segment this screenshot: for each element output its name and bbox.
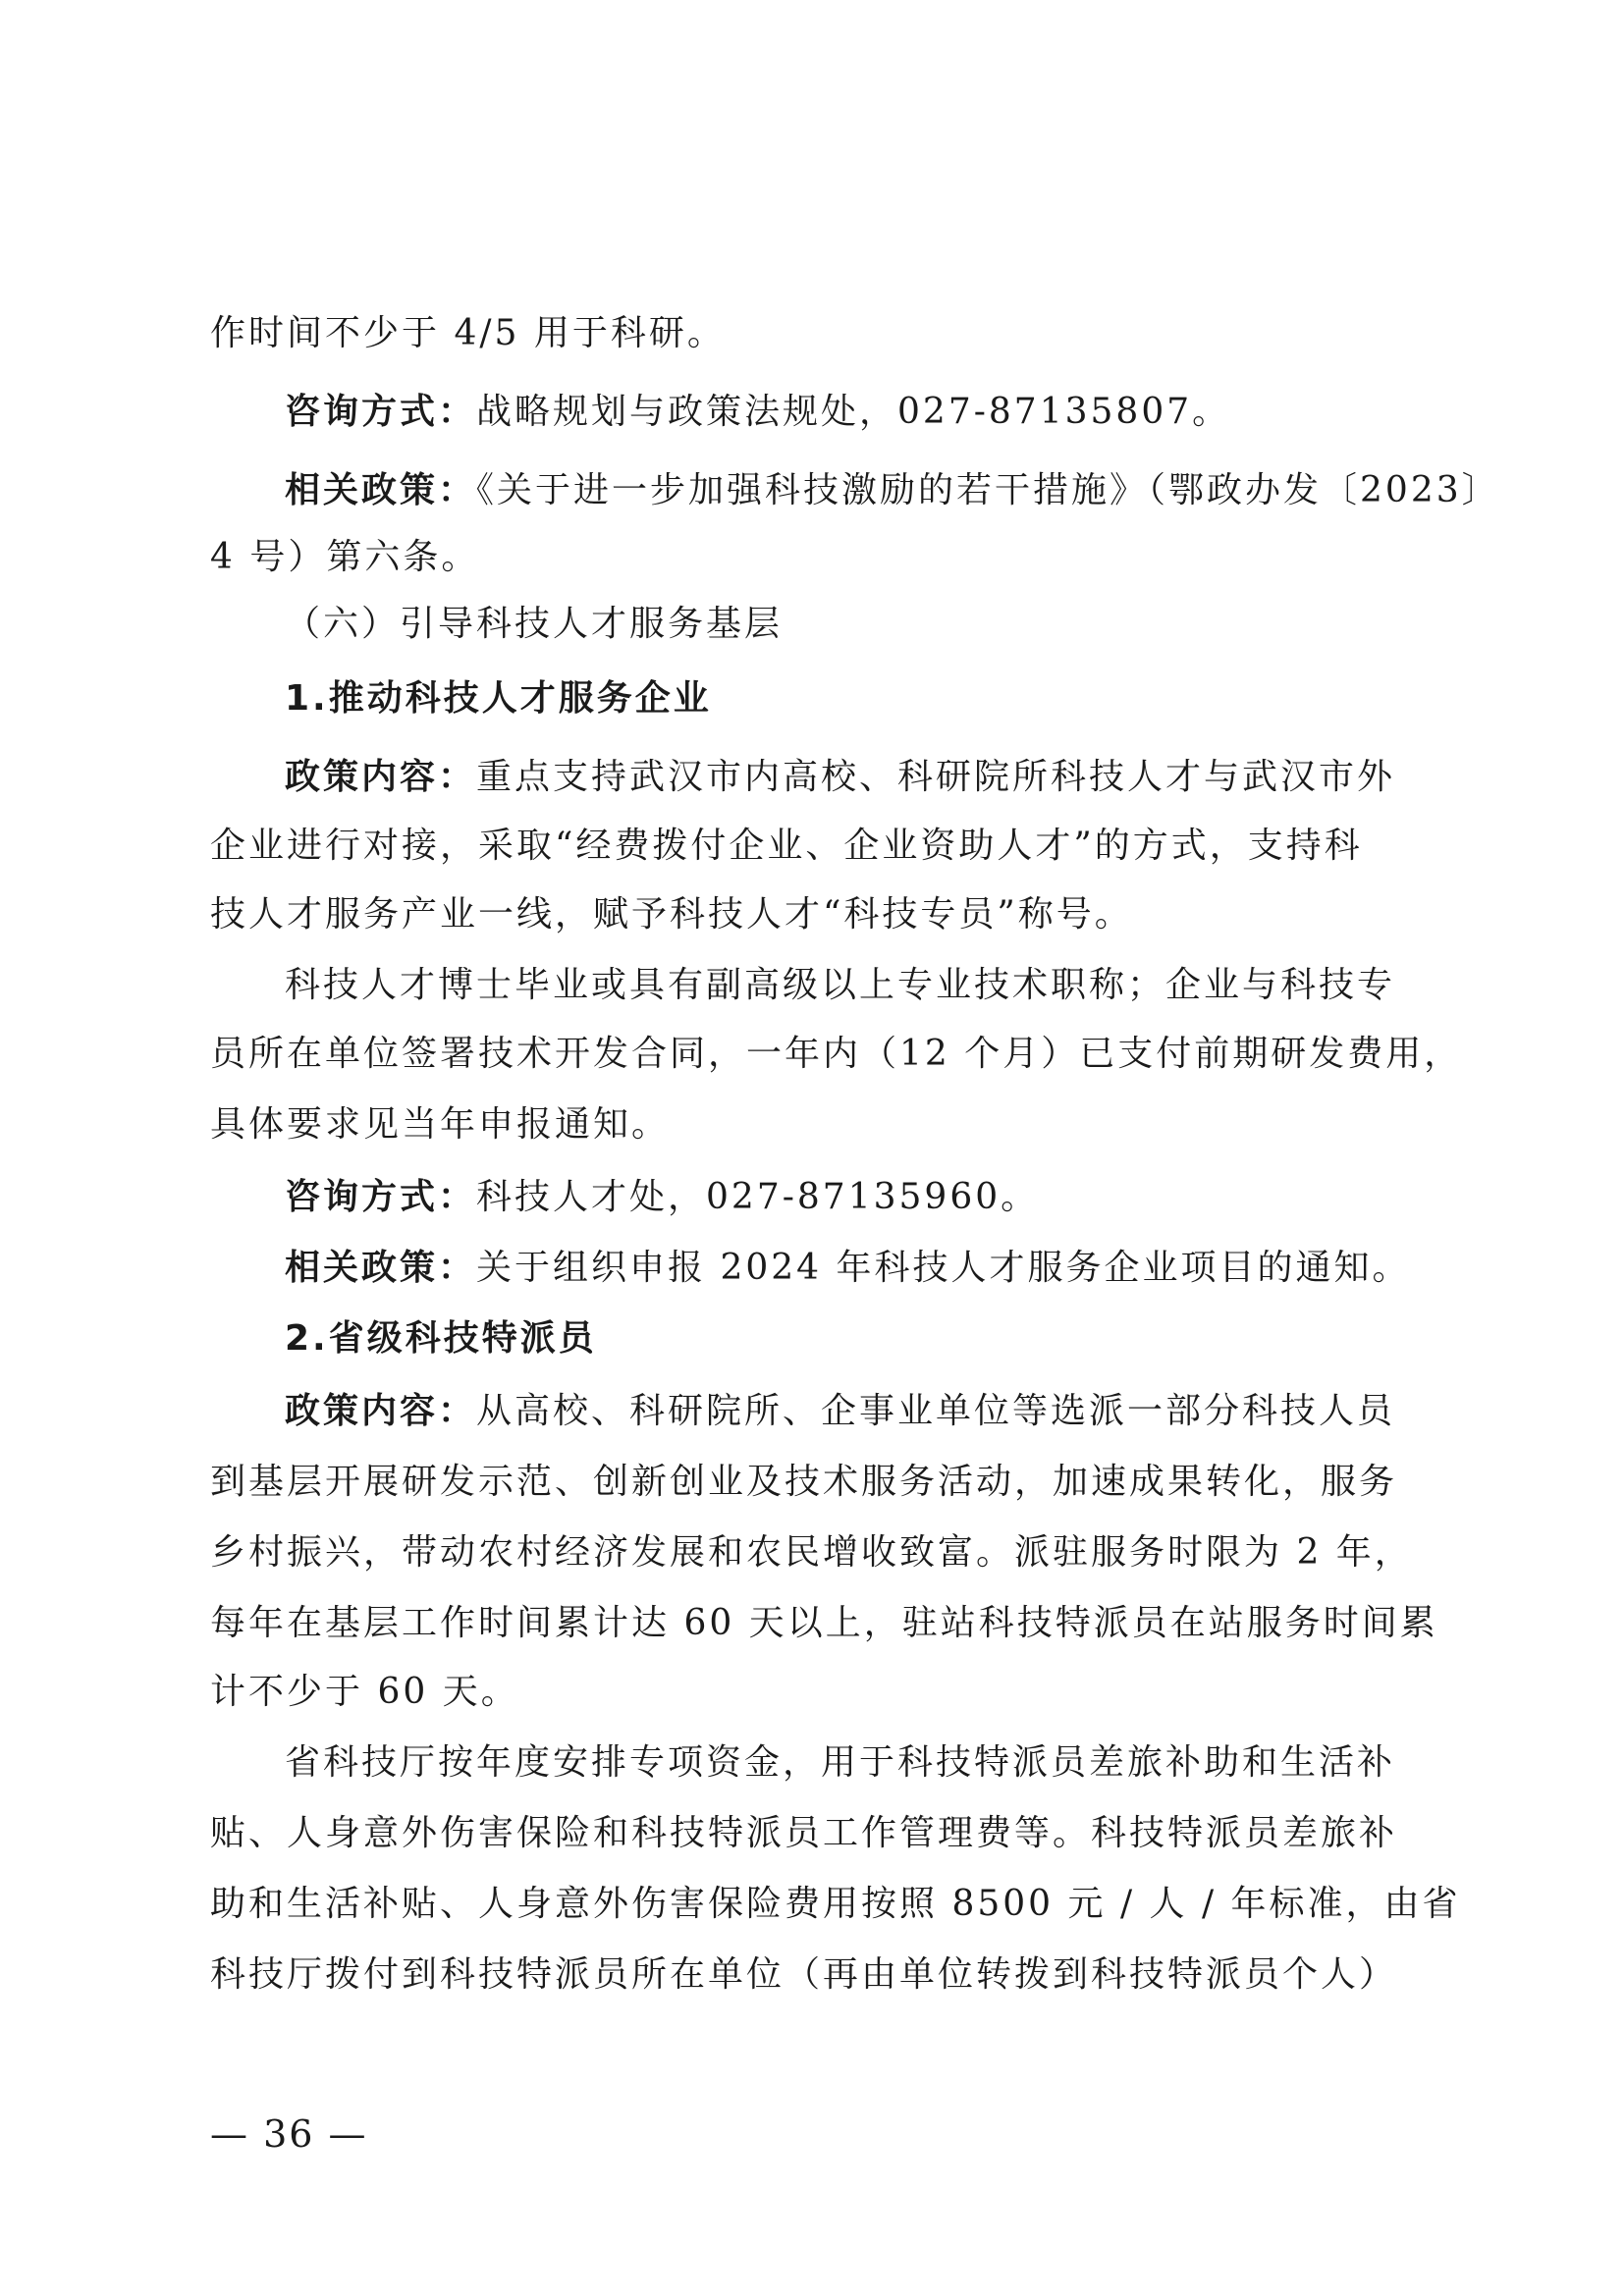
text-line: 每年在基层工作时间累计达 60 天以上，驻站科技特派员在站服务时间累 — [210, 1603, 1438, 1643]
text-line: 科技人才博士毕业或具有副高级以上专业技术职称；企业与科技专 — [285, 965, 1396, 1005]
subsection-heading: 1.推动科技人才服务企业 — [285, 678, 712, 719]
label: 咨询方式： — [285, 1177, 477, 1217]
consult-line: 咨询方式：战略规划与政策法规处，027-87135807。 — [285, 392, 1231, 432]
policy-line: 相关政策：《关于进一步加强科技激励的若干措施》（鄂政办发〔2023〕 — [285, 470, 1500, 510]
consult-line: 咨询方式：科技人才处，027-87135960。 — [285, 1177, 1040, 1217]
text-line: 到基层开展研发示范、创新创业及技术服务活动，加速成果转化，服务 — [210, 1462, 1398, 1502]
text-line: 技人才服务产业一线，赋予科技人才“科技专员”称号。 — [210, 894, 1133, 934]
text-line: 具体要求见当年申报通知。 — [210, 1104, 671, 1145]
label: 相关政策： — [285, 470, 477, 510]
text-line: 计不少于 60 天。 — [210, 1672, 519, 1712]
policy-line: 相关政策：关于组织申报 2024 年科技人才服务企业项目的通知。 — [285, 1248, 1411, 1288]
text-line: 4 号）第六条。 — [210, 537, 480, 577]
text-line: 科技厅拨付到科技特派员所在单位（再由单位转拨到科技特派员个人） — [210, 1954, 1398, 1995]
text-line: 乡村振兴，带动农村经济发展和农民增收致富。派驻服务时限为 2 年， — [210, 1532, 1413, 1573]
text-line: 省科技厅按年度安排专项资金，用于科技特派员差旅补助和生活补 — [285, 1742, 1396, 1783]
text-line: 企业进行对接，采取“经费拨付企业、企业资助人才”的方式，支持科 — [210, 826, 1363, 866]
label: 相关政策： — [285, 1248, 477, 1288]
label: 咨询方式： — [285, 392, 477, 432]
text-line: 作时间不少于 4/5 用于科研。 — [210, 313, 726, 353]
content-line: 政策内容：从高校、科研院所、企事业单位等选派一部分科技人员 — [285, 1391, 1396, 1431]
text-line: 员所在单位签署技术开发合同，一年内（12 个月）已支付前期研发费用， — [210, 1034, 1463, 1074]
text-line: 贴、人身意外伤害保险和科技特派员工作管理费等。科技特派员差旅补 — [210, 1813, 1398, 1853]
section-heading: （六）引导科技人才服务基层 — [285, 604, 784, 644]
label: 政策内容： — [285, 1391, 477, 1431]
content-line: 政策内容：重点支持武汉市内高校、科研院所科技人才与武汉市外 — [285, 757, 1396, 797]
text-line: 助和生活补贴、人身意外伤害保险费用按照 8500 元 / 人 / 年标准，由省 — [210, 1884, 1461, 1924]
label: 政策内容： — [285, 757, 477, 797]
subsection-heading: 2.省级科技特派员 — [285, 1318, 597, 1359]
page-number: — 36 — — [210, 2112, 368, 2156]
